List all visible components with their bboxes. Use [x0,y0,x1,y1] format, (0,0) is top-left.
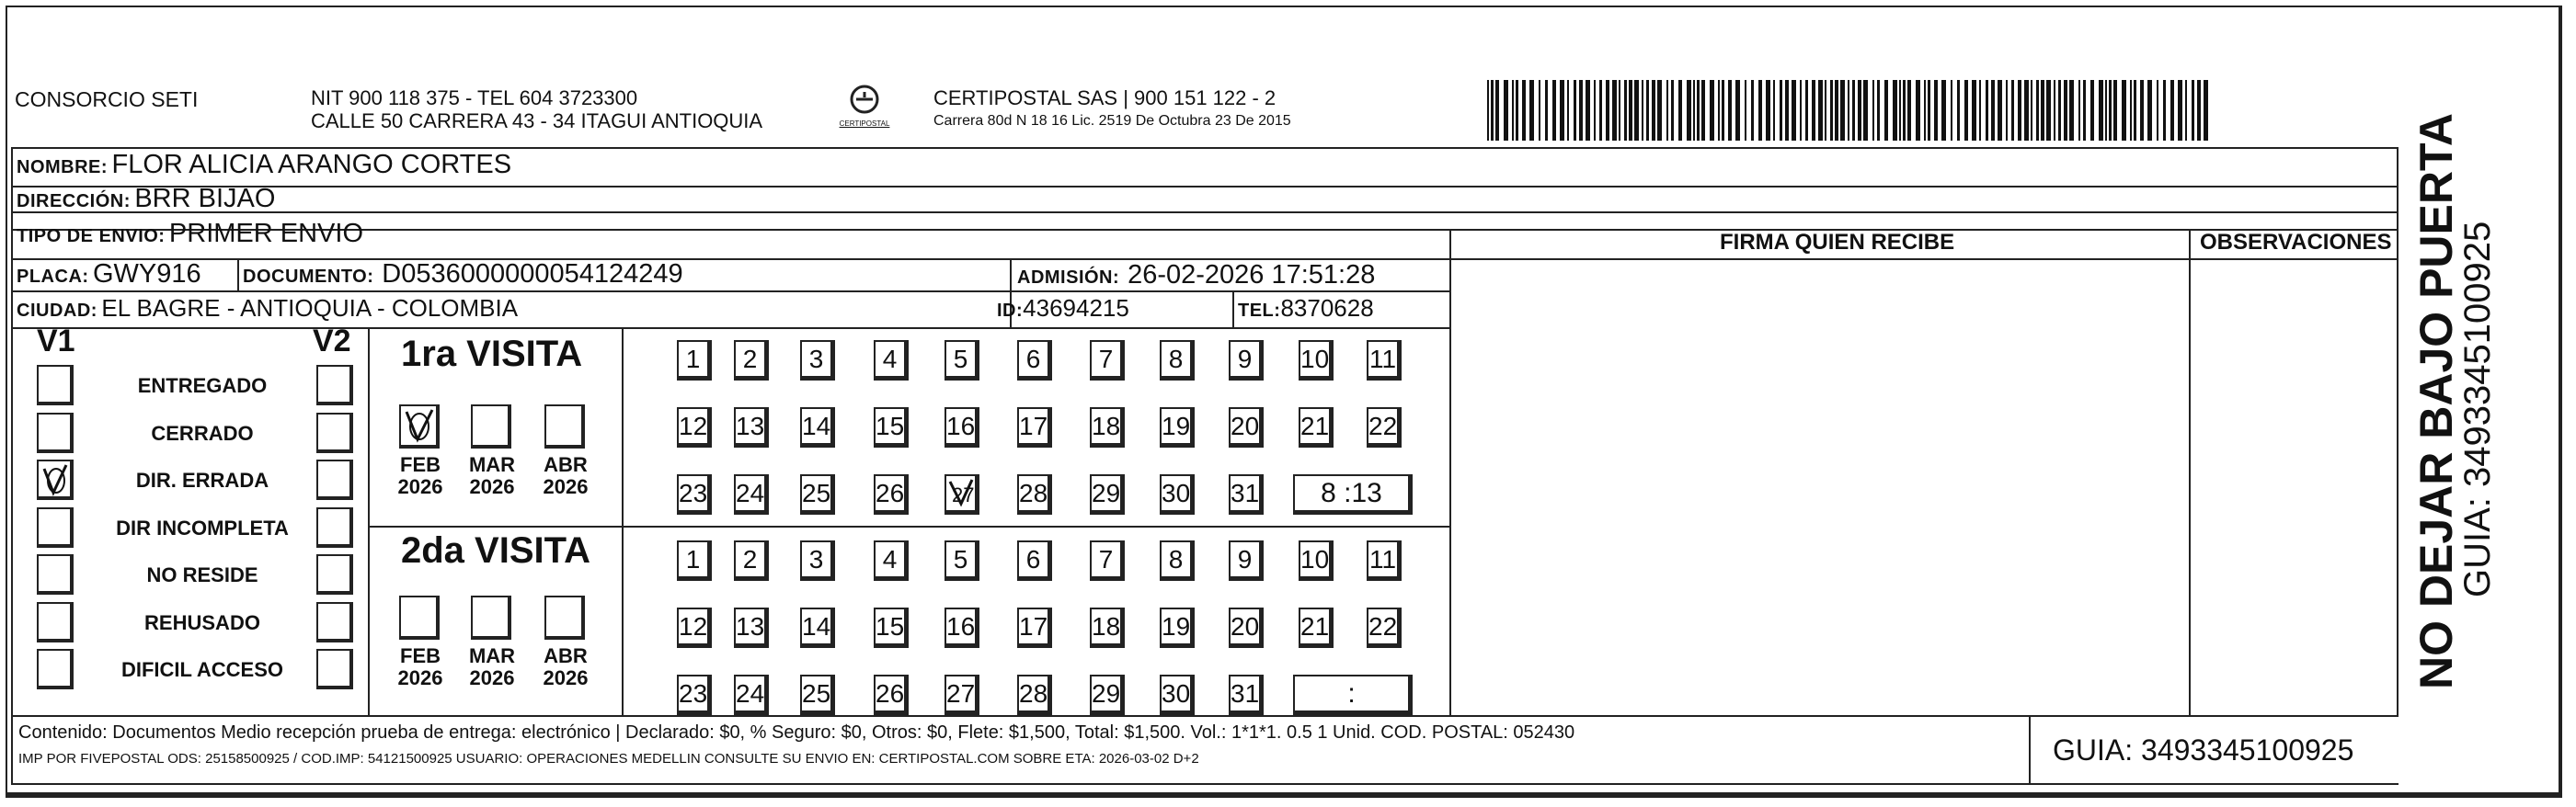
nombre-row: NOMBRE: FLOR ALICIA ARANGO CORTES [17,150,512,179]
firma-header: FIRMA QUIEN RECIBE [1720,230,1955,255]
day-box[interactable]: 14 [800,407,835,448]
status-option-label: DIFICIL ACCESO [120,658,283,681]
direccion-row: DIRECCIÓN: BRR BIJAO [17,184,276,213]
day-box[interactable]: 22 [1367,608,1402,648]
svg-text:27: 27 [952,483,975,506]
day-box[interactable]: 6 [1017,540,1052,581]
day-box[interactable]: 12 [677,608,712,648]
nit-line2: CALLE 50 CARRERA 43 - 34 ITAGUI ANTIOQUIA [311,109,763,132]
day-box[interactable]: 23 [677,675,712,715]
ciudad-field: CIUDAD: EL BAGRE - ANTIOQUIA - COLOMBIA [17,294,519,322]
day-box[interactable]: 27 [945,675,979,715]
day-box[interactable]: 26 [874,675,909,715]
v1-checkbox[interactable] [37,413,74,453]
month-label: FEB 2026 [397,453,443,498]
day-box[interactable]: 2 [734,340,769,381]
status-option-label: CERRADO [151,421,254,445]
day-box[interactable]: 3 [800,540,835,581]
certipostal-line2: Carrera 80d N 18 16 Lic. 2519 De Octubra 23 De 2015 [933,113,1291,129]
month-checkbox[interactable] [544,596,585,640]
v2-checkbox[interactable] [316,460,353,500]
day-box[interactable]: 11 [1367,340,1402,381]
second-visit-title: 2da VISITA [401,530,590,571]
v1-checkbox[interactable] [37,365,74,405]
day-box[interactable]: 19 [1160,407,1195,448]
certipostal-logo: CERTIPOSTAL [832,83,897,136]
v1-checkbox[interactable] [37,507,74,548]
status-option-label: DIR INCOMPLETA [116,516,289,540]
day-box[interactable]: 10 [1299,340,1334,381]
day-box[interactable]: 21 [1299,608,1334,648]
tel-field: TEL:8370628 [1238,294,1374,322]
no-dejar-warning: NO DEJAR BAJO PUERTA [2410,113,2462,689]
v1-header: V1 [37,324,75,358]
day-box[interactable]: 15 [874,608,909,648]
day-box[interactable]: 6 [1017,340,1052,381]
v2-checkbox[interactable] [316,649,353,689]
day-box[interactable]: 13 [734,608,769,648]
month-checkbox[interactable] [471,404,511,449]
status-option-label: NO RESIDE [146,563,258,586]
day-box[interactable]: 25 [800,675,835,715]
day-box[interactable]: 28 [1017,675,1052,715]
month-label: ABR 2026 [543,644,589,689]
day-box[interactable] [945,474,979,515]
day-box[interactable]: 18 [1090,608,1125,648]
day-box[interactable]: 26 [874,474,909,515]
nit-line1: NIT 900 118 375 - TEL 604 3723300 [311,86,638,109]
observaciones-header: OBSERVACIONES [2200,230,2392,255]
month-label: ABR 2026 [543,453,589,498]
day-box[interactable]: 31 [1229,474,1264,515]
month-checkbox[interactable] [399,596,440,640]
id-field: ID:43694215 [997,294,1129,322]
day-box[interactable]: 30 [1160,675,1195,715]
day-box[interactable]: 12 [677,407,712,448]
day-box[interactable]: 17 [1017,608,1052,648]
day-box[interactable]: 21 [1299,407,1334,448]
v2-header: V2 [313,324,351,358]
side-guia: GUIA: 3493345100925 [2457,221,2498,597]
month-checkbox[interactable] [399,404,440,449]
v2-checkbox[interactable] [316,365,353,405]
footer-line2: IMP POR FIVEPOSTAL ODS: 25158500925 / COD.IMP: 54121500925 USUARIO: OPERACIONES MEDELLIN CONSULTE SU ENVIO EN: CERTIPOSTAL.COM SOBRE ETA: 2026-03-02 D+2 [18,751,1199,767]
v1-checkbox[interactable] [37,602,74,642]
day-box[interactable]: 23 [677,474,712,515]
documento-field: DOCUMENTO: D0536000000054124249 [243,259,683,289]
day-box[interactable]: 15 [874,407,909,448]
month-label: MAR 2026 [468,644,516,689]
day-box[interactable]: 18 [1090,407,1125,448]
day-box[interactable]: 8 [1160,340,1195,381]
day-box[interactable]: 7 [1090,540,1125,581]
day-box[interactable]: 4 [874,340,909,381]
day-box[interactable]: 29 [1090,474,1125,515]
day-box[interactable]: 24 [734,474,769,515]
month-checkbox[interactable] [544,404,585,449]
day-box[interactable]: 24 [734,675,769,715]
day-box[interactable]: 5 [945,540,979,581]
day-box[interactable]: 29 [1090,675,1125,715]
admision-field: ADMISIÓN: 26-02-2026 17:51:28 [1017,260,1376,290]
day-box[interactable]: 1 [677,340,712,381]
day-box[interactable]: 1 [677,540,712,581]
day-box[interactable]: 17 [1017,407,1052,448]
month-checkbox[interactable] [471,596,511,640]
barcode [1487,80,2214,141]
day-box[interactable]: 22 [1367,407,1402,448]
guia-box: GUIA: 3493345100925 [2053,733,2354,767]
day-box[interactable]: 3 [800,340,835,381]
day-box[interactable]: 25 [800,474,835,515]
day-box[interactable]: 9 [1229,340,1264,381]
time-box[interactable]: 8 :13 [1293,474,1413,515]
tipo-envio-row: TIPO DE ENVIO: PRIMER ENVIO [17,219,364,248]
footer-line1: Contenido: Documentos Medio recepción prueba de entrega: electrónico | Declarado: $0, % Seguro: $0, Otros: $0, Flete: $1,500, Total: $1,500. Vol.: 1*1*1. 0.5 1 Unid. COD. POSTAL: 052430 [18,722,1575,743]
day-box[interactable]: 7 [1090,340,1125,381]
day-box[interactable]: 11 [1367,540,1402,581]
day-box[interactable]: 13 [734,407,769,448]
month-label: MAR 2026 [468,453,516,498]
placa-field: PLACA: GWY916 [17,259,201,289]
day-box[interactable]: 20 [1229,608,1264,648]
day-box[interactable]: 14 [800,608,835,648]
first-visit-title: 1ra VISITA [401,334,583,374]
day-box[interactable]: 16 [945,608,979,648]
company-name: CONSORCIO SETI [15,87,199,111]
time-box[interactable]: : [1293,675,1413,715]
day-box[interactable]: 16 [945,407,979,448]
v2-checkbox[interactable] [316,507,353,548]
day-box[interactable]: 10 [1299,540,1334,581]
status-option-label: DIR. ERRADA [135,469,269,492]
day-box[interactable]: 19 [1160,608,1195,648]
day-box[interactable]: 4 [874,540,909,581]
day-box[interactable]: 30 [1160,474,1195,515]
v2-checkbox[interactable] [316,554,353,595]
day-box[interactable]: 9 [1229,540,1264,581]
v2-checkbox[interactable] [316,413,353,453]
day-box[interactable]: 31 [1229,675,1264,715]
month-label: FEB 2026 [397,644,443,689]
day-box[interactable]: 5 [945,340,979,381]
day-box[interactable]: 2 [734,540,769,581]
v1-checkbox[interactable] [37,554,74,595]
day-box[interactable]: 28 [1017,474,1052,515]
day-box[interactable]: 8 [1160,540,1195,581]
status-option-label: REHUSADO [144,610,260,634]
v2-checkbox[interactable] [316,602,353,642]
v1-checkbox[interactable] [37,649,74,689]
day-box[interactable]: 20 [1229,407,1264,448]
certipostal-line1: CERTIPOSTAL SAS | 900 151 122 - 2 [933,86,1277,109]
status-option-label: ENTREGADO [137,374,268,397]
v1-checkbox[interactable] [37,460,74,500]
